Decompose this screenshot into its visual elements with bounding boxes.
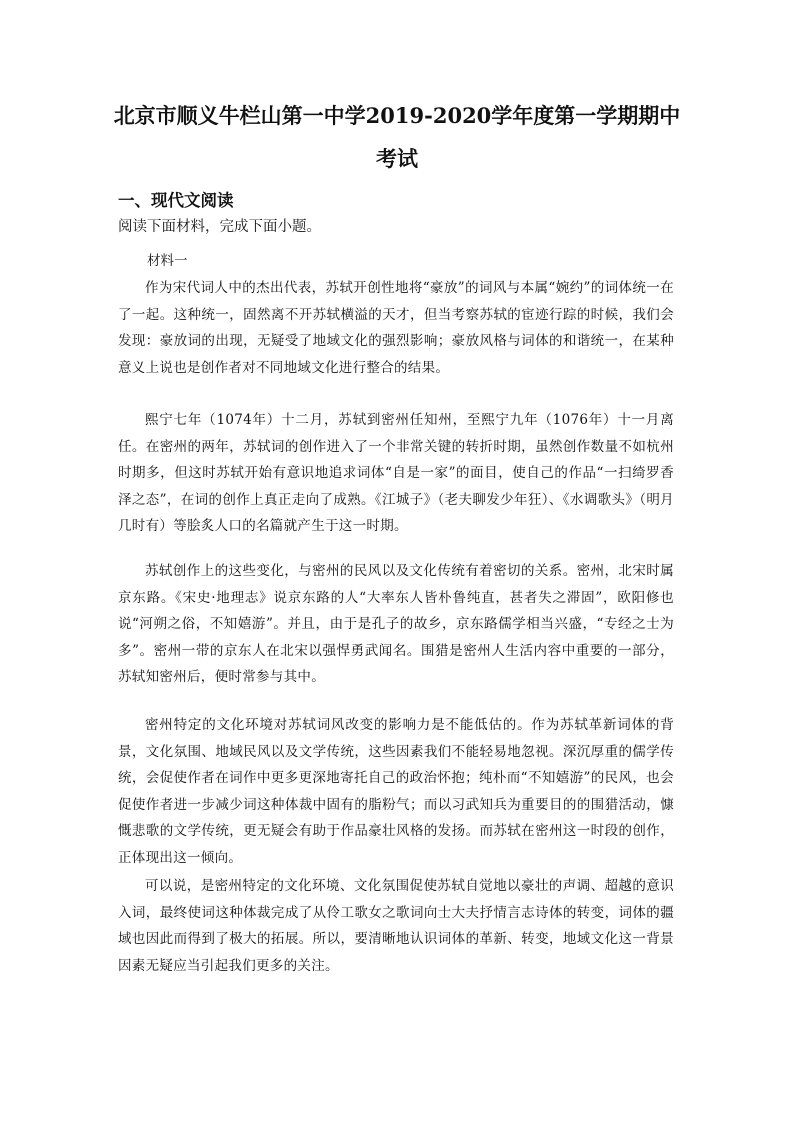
material-label: 材料一	[147, 253, 188, 269]
section-heading: 一、现代文阅读	[118, 191, 234, 210]
paragraph-5: 可以说，是密州特定的文化环境、文化氛围促使苏轼自觉地以豪壮的声调、超越的意识入词，最终使词这种体裁完成了从伶工歌女之歌词向士大夫抒情言志诗体的转变，词体的疆域也因此而得到了极大的拓展。所以，要清晰地认识词体的革新、转变，地域文化这一背景因素无疑应当引起我们更多的关注。	[118, 878, 674, 974]
reading-instruction: 阅读下面材料，完成下面小题。	[118, 219, 321, 235]
paragraph-4: 密州特定的文化环境对苏轼词风改变的影响力是不能低估的。作为苏轼革新词体的背景，文化氛围、地域民风以及文学传统，这些因素我们不能轻易地忽视。深沉厚重的儒学传统，会促使作者在词作中更多更深地寄托自己的政治怀抱；纯朴而“不知嬉游”的民风，也会促使作者进一步减少词这种体裁中固有的脂粉气；而以习武知兵为重要目的的围猎活动，慷慨悲歌的文学传统，更无疑会有助于作品豪壮风格的发扬。而苏轼在密州这一时段的创作，正体现出这一倾向。	[118, 717, 674, 866]
document-title-line-2: 考试	[376, 146, 418, 171]
paragraph-3: 苏轼创作上的这些变化，与密州的民风以及文化传统有着密切的关系。密州，北宋时属京东路。《宋史·地理志》说京东路的人“大率东人皆朴鲁纯直，甚者失之滞固”，欧阳修也说“河朔之俗，不知嬉游”。并且，由于是孔子的故乡，京东路儒学相当兴盛，“专经之士为多”。密州一带的京东人在北宋以强悍勇武闻名。围猎是密州人生活内容中重要的一部分，苏轼知密州后，便时常参与其中。	[118, 563, 674, 685]
document-title-line-1: 北京市顺义牛栏山第一中学2019-2020学年度第一学期期中	[113, 103, 681, 128]
paragraph-1: 作为宋代词人中的杰出代表，苏轼开创性地将“豪放”的词风与本属“婉约”的词体统一在了一起。这种统一，固然离不开苏轼横溢的天才，但当考察苏轼的宦迹行踪的时候，我们会发现：豪放词的出现，无疑受了地域文化的强烈影响；豪放风格与词体的和谐统一，在某种意义上说也是创作者对不同地域文化进行整合的结果。	[118, 280, 674, 376]
paragraph-2: 熙宁七年（1074年）十二月，苏轼到密州任知州，至熙宁九年（1076年）十一月离任。在密州的两年，苏轼词的创作进入了一个非常关键的转折时期，虽然创作数量不如杭州时期多，但这时苏轼开始有意识地追求词体“自是一家”的面目，使自己的作品“一扫绮罗香泽之态”，在词的创作上真正走向了成熟。《江城子》（老夫聊发少年狂）、《水调歌头》（明月几时有）等脍炙人口的名篇就产生于这一时期。	[118, 412, 674, 534]
